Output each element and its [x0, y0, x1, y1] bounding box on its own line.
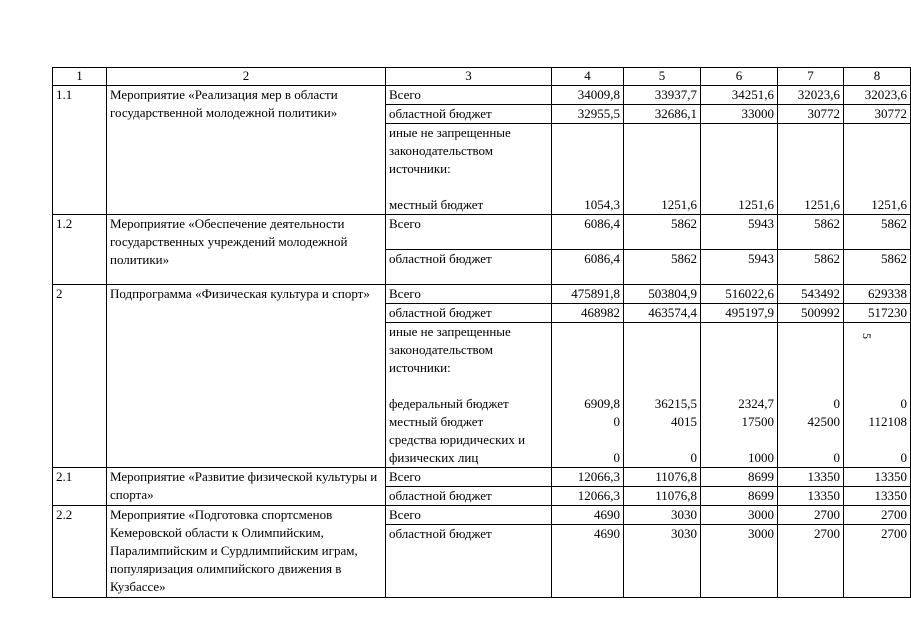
row-name: Мероприятие «Развитие физической культуры и спорта» — [107, 468, 386, 506]
value-cell: 30772 — [778, 105, 844, 124]
value-cell — [778, 124, 844, 215]
value-text: 2324,7 — [738, 396, 774, 411]
value-cell: 3030 — [624, 525, 701, 598]
source-cell: Всего — [386, 506, 552, 525]
value-text: 0 — [833, 450, 840, 465]
value-text: 0 — [613, 450, 620, 465]
value-cell: 4690 — [552, 506, 624, 525]
value-text: 0 — [613, 414, 620, 429]
value-cell: 495197,9 — [701, 304, 778, 323]
value-text: 42500 — [807, 414, 840, 429]
value-cell: 12066,3 — [552, 468, 624, 487]
value-cell: 503804,9 — [624, 285, 701, 304]
value-cell: 34251,6 — [701, 86, 778, 105]
value-cell — [624, 323, 701, 468]
value-cell: 32955,5 — [552, 105, 624, 124]
value-text: 4015 — [671, 414, 697, 429]
value-cell: 33000 — [701, 105, 778, 124]
value-cell: 6086,4 — [552, 215, 624, 250]
value-cell: 517230 — [844, 304, 911, 323]
value-cell: 3000 — [701, 506, 778, 525]
value-text: 1251,6 — [738, 197, 774, 212]
row-number: 1.2 — [53, 215, 107, 285]
header-cell: 4 — [552, 68, 624, 86]
value-text: 36215,5 — [654, 396, 697, 411]
source-cell: областной бюджет — [386, 525, 552, 598]
value-cell: 33937,7 — [624, 86, 701, 105]
value-cell: 475891,8 — [552, 285, 624, 304]
value-cell: 11076,8 — [624, 468, 701, 487]
page-number: 5 — [860, 333, 874, 339]
header-cell: 7 — [778, 68, 844, 86]
value-cell: 30772 — [844, 105, 911, 124]
value-cell — [778, 323, 844, 468]
table-row — [53, 468, 911, 487]
value-text: 1054,3 — [584, 197, 620, 212]
source-cell: областной бюджет — [386, 250, 552, 285]
header-row — [53, 68, 911, 86]
budget-table — [52, 67, 911, 598]
source-cell: областной бюджет — [386, 487, 552, 506]
source-cell: Всего — [386, 86, 552, 105]
value-text: 1251,6 — [661, 197, 697, 212]
value-cell: 13350 — [844, 487, 911, 506]
source-cell — [386, 323, 552, 468]
value-text: 1000 — [748, 450, 774, 465]
value-cell: 5862 — [624, 215, 701, 250]
value-cell: 8699 — [701, 468, 778, 487]
header-cell: 3 — [386, 68, 552, 86]
value-text: 0 — [690, 450, 697, 465]
source-text: местный бюджет — [389, 414, 484, 429]
value-cell: 500992 — [778, 304, 844, 323]
row-name: Мероприятие «Реализация мер в области государственной молодежной политики» — [107, 86, 386, 215]
value-cell: 5943 — [701, 215, 778, 250]
source-cell: областной бюджет — [386, 105, 552, 124]
value-cell: 5943 — [701, 250, 778, 285]
value-cell — [624, 124, 701, 215]
row-number: 2.1 — [53, 468, 107, 506]
value-cell: 6086,4 — [552, 250, 624, 285]
value-cell — [844, 323, 911, 468]
table-row — [53, 215, 911, 250]
header-cell: 1 — [53, 68, 107, 86]
value-cell: 5862 — [844, 215, 911, 250]
source-text: федеральный бюджет — [389, 396, 509, 411]
value-text: 0 — [833, 396, 840, 411]
value-cell: 543492 — [778, 285, 844, 304]
source-cell: областной бюджет — [386, 304, 552, 323]
value-text: 1251,6 — [871, 197, 907, 212]
value-cell: 13350 — [844, 468, 911, 487]
value-text: 0 — [900, 450, 907, 465]
source-text: местный бюджет — [389, 197, 484, 212]
value-cell: 5862 — [844, 250, 911, 285]
row-number: 1.1 — [53, 86, 107, 215]
source-text: иные не запрещенные законодательством источники: — [389, 125, 511, 176]
value-text: 1251,6 — [804, 197, 840, 212]
source-text: иные не запрещенные законодательством источники: — [389, 324, 511, 375]
value-cell: 11076,8 — [624, 487, 701, 506]
table-row — [53, 86, 911, 105]
value-cell: 12066,3 — [552, 487, 624, 506]
value-cell: 629338 — [844, 285, 911, 304]
row-name: Мероприятие «Подготовка спортсменов Кемеровской области к Олимпийским, Паралимпийским и Сурдлимпийским играм, популяризация олимпийского движения в Кузбассе» — [107, 506, 386, 598]
value-cell: 3030 — [624, 506, 701, 525]
value-cell — [701, 124, 778, 215]
value-cell: 3000 — [701, 525, 778, 598]
value-cell: 34009,8 — [552, 86, 624, 105]
header-cell: 2 — [107, 68, 386, 86]
value-cell: 463574,4 — [624, 304, 701, 323]
row-name: Мероприятие «Обеспечение деятельности государственных учреждений молодежной политики» — [107, 215, 386, 285]
table-row — [53, 506, 911, 525]
value-text: 0 — [900, 396, 907, 411]
value-cell: 468982 — [552, 304, 624, 323]
value-cell: 2700 — [844, 525, 911, 598]
header-cell: 5 — [624, 68, 701, 86]
value-cell — [552, 124, 624, 215]
value-cell: 516022,6 — [701, 285, 778, 304]
source-cell: Всего — [386, 285, 552, 304]
value-cell — [552, 323, 624, 468]
value-cell — [844, 124, 911, 215]
table-row — [53, 285, 911, 304]
header-cell: 6 — [701, 68, 778, 86]
value-cell: 13350 — [778, 468, 844, 487]
row-name: Подпрограмма «Физическая культура и спорт» — [107, 285, 386, 468]
value-cell: 13350 — [778, 487, 844, 506]
value-text: 6909,8 — [584, 396, 620, 411]
value-cell: 32023,6 — [844, 86, 911, 105]
source-cell: Всего — [386, 215, 552, 250]
source-cell: Всего — [386, 468, 552, 487]
row-number: 2 — [53, 285, 107, 468]
value-cell: 2700 — [778, 506, 844, 525]
value-cell — [701, 323, 778, 468]
value-cell: 4690 — [552, 525, 624, 598]
value-cell: 5862 — [624, 250, 701, 285]
value-text: 17500 — [741, 414, 774, 429]
value-cell: 32023,6 — [778, 86, 844, 105]
header-cell: 8 — [844, 68, 911, 86]
value-cell: 32686,1 — [624, 105, 701, 124]
value-cell: 5862 — [778, 250, 844, 285]
source-text: средства юридических и физических лиц — [389, 432, 526, 465]
value-cell: 2700 — [778, 525, 844, 598]
value-cell: 8699 — [701, 487, 778, 506]
value-text: 112108 — [868, 414, 907, 429]
source-cell — [386, 124, 552, 215]
value-cell: 5862 — [778, 215, 844, 250]
row-number: 2.2 — [53, 506, 107, 598]
value-cell: 2700 — [844, 506, 911, 525]
